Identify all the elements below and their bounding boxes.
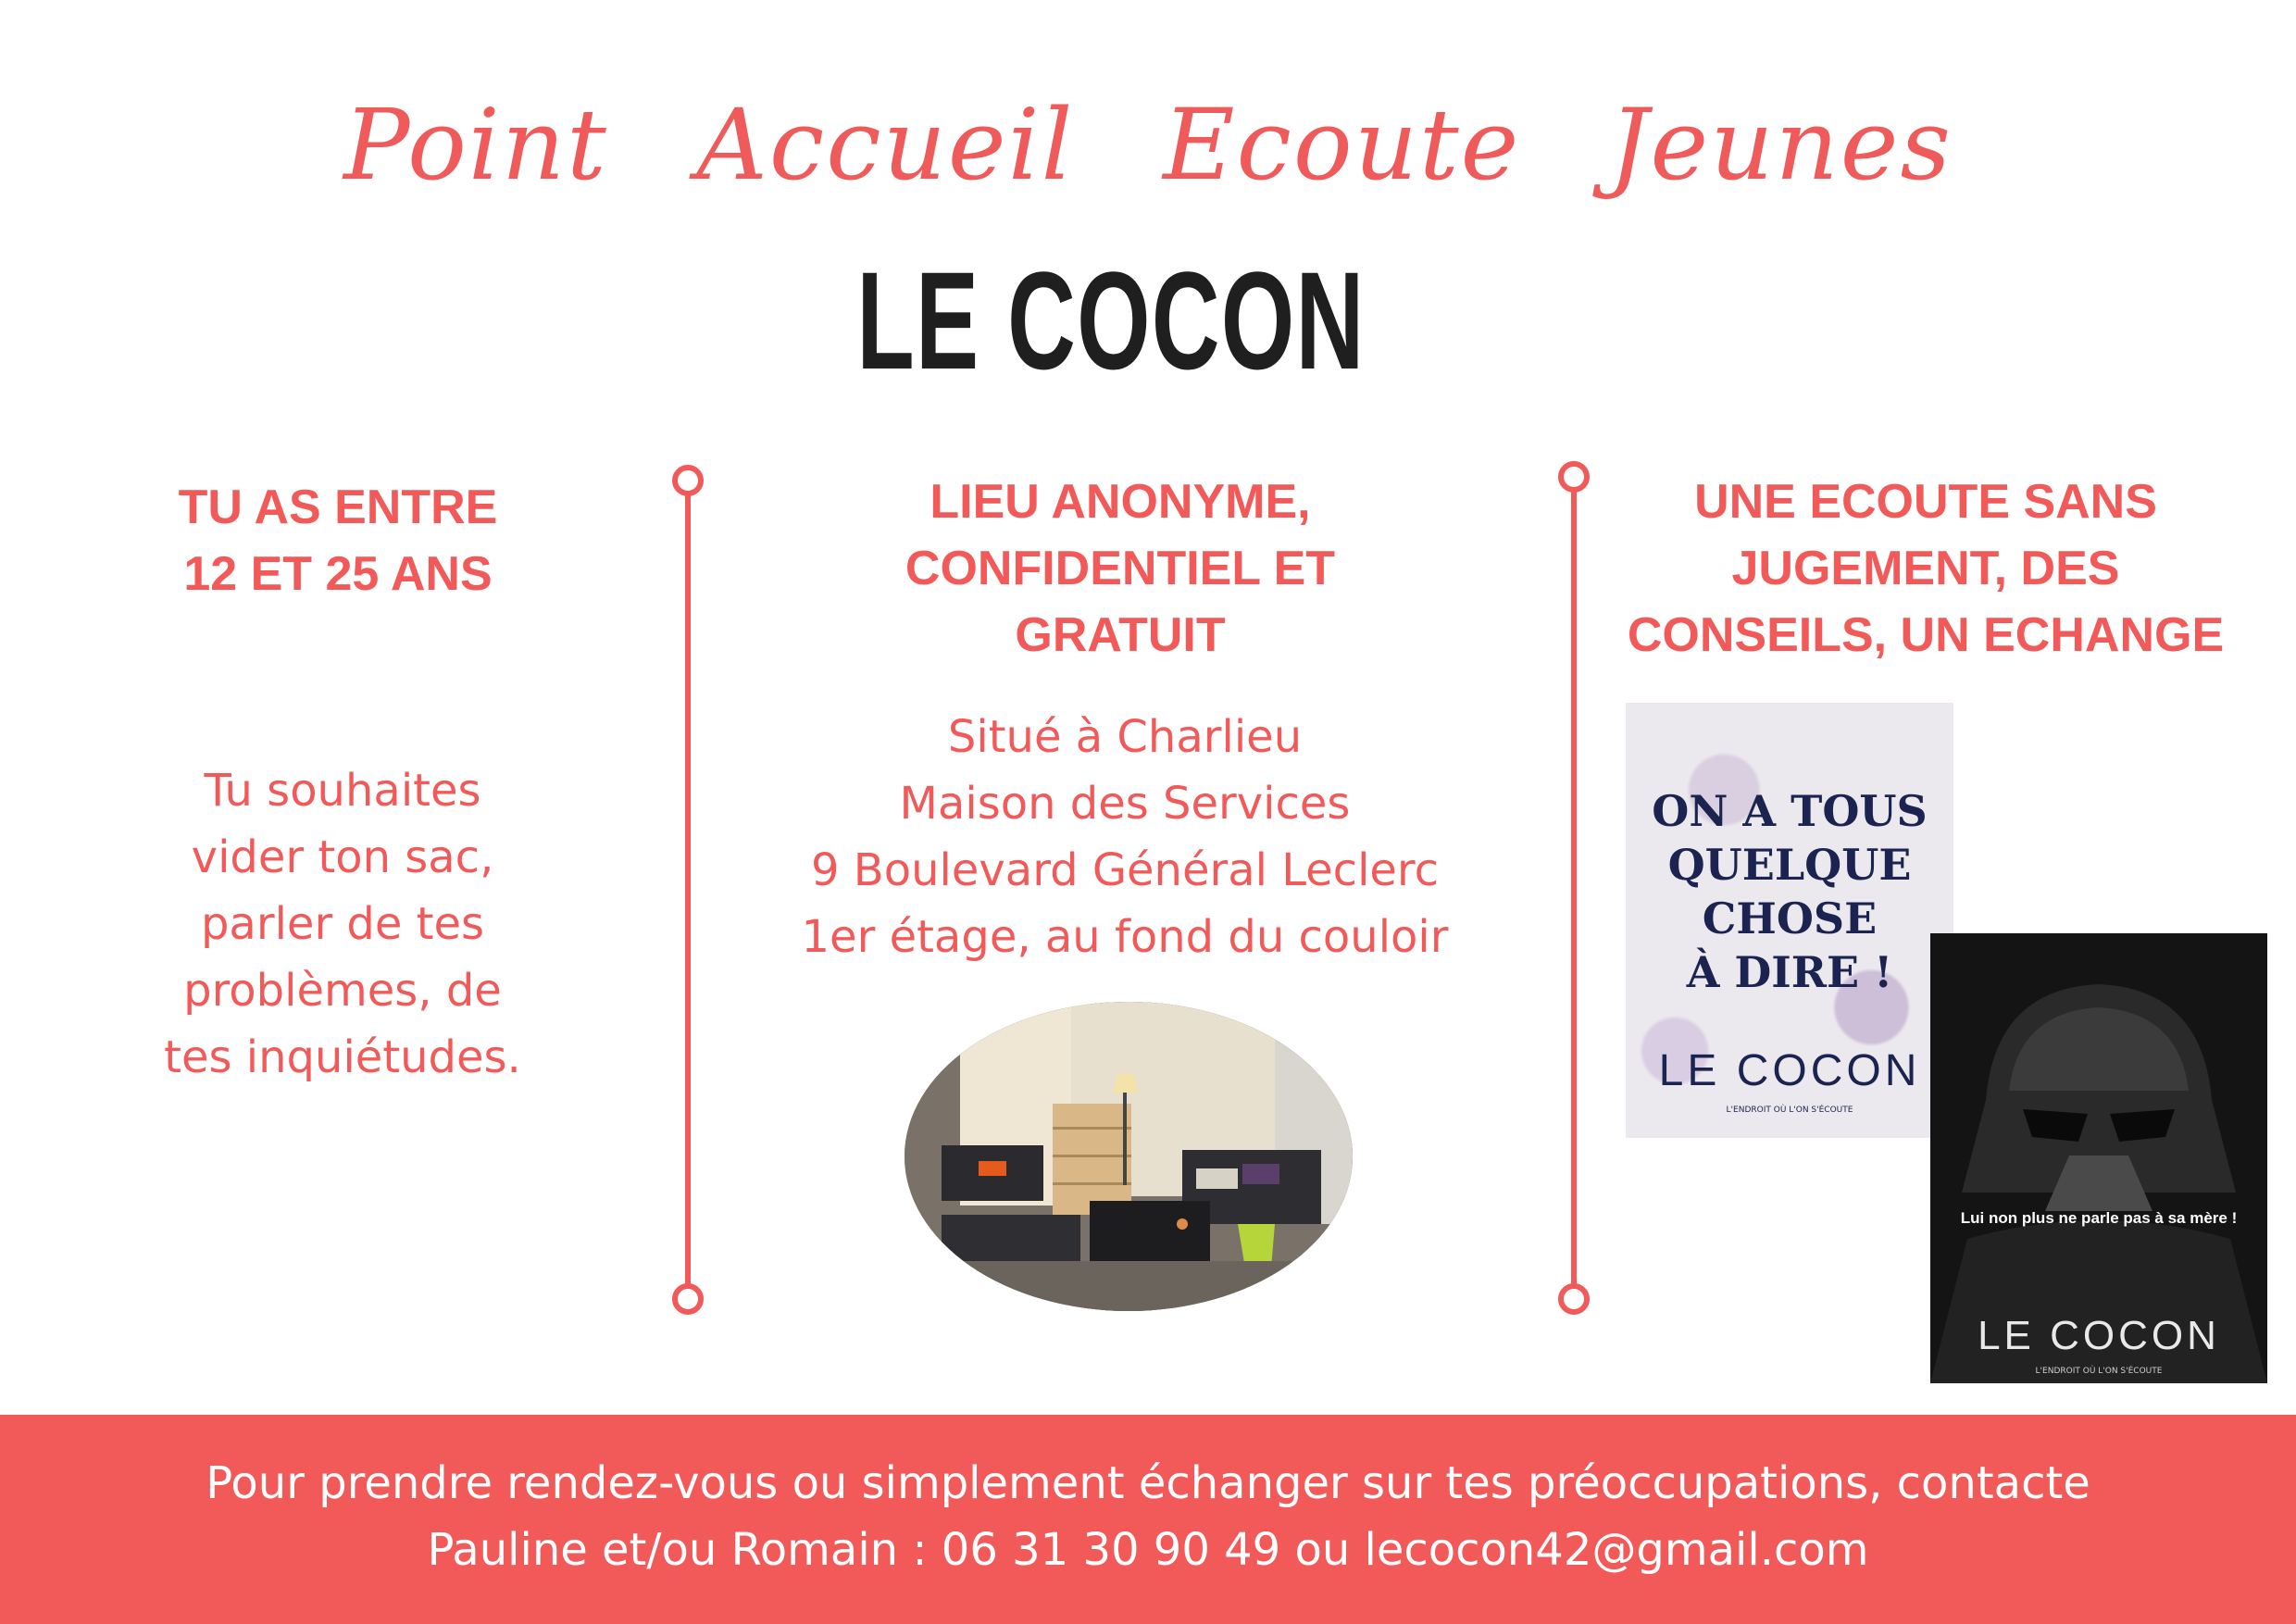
footer-contact-band (0, 1415, 2296, 1624)
column-2-text-line: Maison des Services (899, 778, 1351, 830)
divider-dot-bottom (1558, 1283, 1590, 1315)
room-photo-drawing (905, 1002, 1353, 1311)
column-2-text-line: 1er étage, au fond du couloir (801, 911, 1449, 963)
column-3-heading-line: UNE ECOUTE SANS (1694, 475, 2157, 529)
poster-1-tagline: L'ENDROIT OÙ L'ON S'ÉCOUTE (1726, 1106, 1853, 1115)
divider-line (1571, 481, 1577, 1300)
footer-line: Pour prendre rendez-vous ou simplement échanger sur tes préoccupations, contacte (206, 1457, 2090, 1509)
poster-2-logo: LE COCON (1978, 1313, 2220, 1358)
column-3-heading (1620, 468, 2231, 668)
poster-2-caption: Lui non plus ne parle pas à sa mère ! (1960, 1209, 2238, 1227)
column-1-text-line: tes inquiétudes. (164, 1031, 521, 1083)
column-2-text (768, 704, 1481, 970)
column-1-text-line: parler de tes (200, 898, 485, 950)
poster-1-line: CHOSE (1702, 893, 1878, 943)
poster-1-line: À DIRE ! (1686, 947, 1893, 997)
column-1-heading (111, 474, 565, 607)
poster-1-logo: LE COCON (1658, 1046, 1921, 1095)
column-1-text-line: Tu souhaites (204, 765, 481, 817)
column-2-text-line: Situé à Charlieu (947, 711, 1303, 763)
column-2-text-line: 9 Boulevard Général Leclerc (811, 844, 1439, 896)
poster-on-a-tous (1626, 703, 1953, 1138)
divider-dot-top (672, 465, 704, 496)
column-1-text (111, 757, 574, 1091)
column-1-heading-line: TU AS ENTRE (178, 481, 498, 534)
column-3-heading-line: CONSEILS, UN ECHANGE (1627, 608, 2225, 662)
column-1-text-line: problèmes, de (183, 965, 502, 1017)
divider-line (685, 485, 691, 1300)
divider-dot-bottom (672, 1283, 704, 1315)
poster-1-line: ON A TOUS (1652, 786, 1928, 836)
poster-vader (1930, 933, 2267, 1383)
column-2-heading (796, 468, 1444, 668)
column-2-heading-line: LIEU ANONYME, (930, 475, 1311, 529)
column-3-heading-line: JUGEMENT, DES (1731, 542, 2120, 595)
script-title: Point Accueil Ecoute Jeunes (343, 88, 1953, 202)
main-title: LE COCON (856, 243, 1366, 398)
column-2-heading-line: GRATUIT (1015, 608, 1226, 662)
divider-dot-top (1558, 461, 1590, 493)
column-1-text-line: vider ton sac, (191, 831, 494, 883)
column-1-heading-line: 12 ET 25 ANS (183, 547, 493, 601)
column-2-heading-line: CONFIDENTIEL ET (905, 542, 1336, 595)
room-photo (905, 1002, 1353, 1311)
footer-line: Pauline et/ou Romain : 06 31 30 90 49 ou lecocon42@gmail.com (427, 1524, 1869, 1576)
poster-1-headline (1626, 784, 1953, 999)
poster-1-line: QUELQUE (1667, 840, 1912, 890)
poster-2-tagline: L'ENDROIT OÙ L'ON S'ÉCOUTE (2035, 1367, 2163, 1376)
